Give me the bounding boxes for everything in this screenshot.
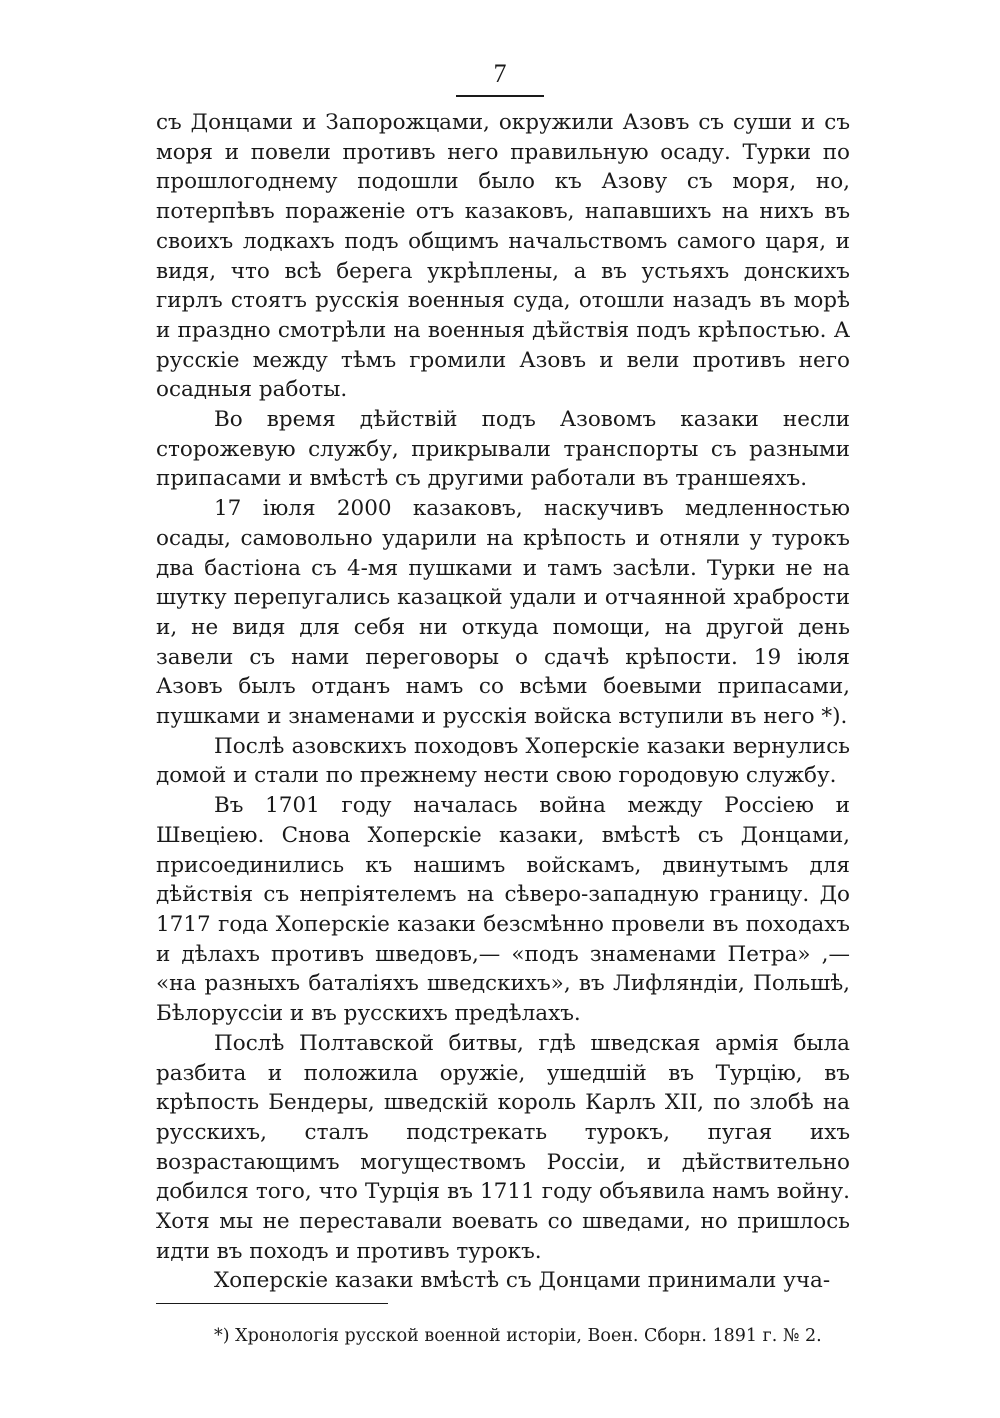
paragraph-3: 17 іюля 2000 казаковъ, наскучивъ медленностью осады, самовольно ударили на крѣпость и отняли у турокъ два бастіона съ 4-мя пушками и тамъ засѣли. Турки не на шутку перепугались казацкой удали и отчаянной храбрости и, не видя для себя ни откуда помощи, на другой день завели съ нами переговоры о сдачѣ крѣпости. 19 іюля Азовъ былъ отданъ намъ со всѣми боевыми припасами, пушками и знаменами и русскія войска вступили въ него *). <box>156 496 850 730</box>
page-number: 7 <box>493 59 507 88</box>
paragraph-4: Послѣ азовскихъ походовъ Хоперскіе казаки вернулись домой и стали по прежнему нести свою городовую службу. <box>156 733 850 789</box>
paragraph-6: Послѣ Полтавской битвы, гдѣ шведская армія была разбита и положила оружіе, ушедшій въ Турцію, въ крѣпость Бендеры, шведскій король Карлъ XII, по злобѣ на русскихъ, сталъ подстрекать турокъ, пугая ихъ возрастающимъ могуществомъ Россіи, и дѣйствительно добился того, что Турція въ 1711 году объявила намъ войну. Хотя мы не переставали воевать со шведами, но пришлось идти въ походъ и противъ турокъ. <box>156 1030 850 1264</box>
paragraph-1: съ Донцами и Запорожцами, окружили Азовъ съ суши и съ моря и повели противъ него правильную осаду. Турки по прошлогоднему подошли было къ Азову съ моря, но, потерпѣвъ пораженіе отъ казаковъ, напавшихъ на нихъ въ своихъ лодкахъ подъ общимъ начальствомъ самого царя, и видя, что всѣ берега укрѣплены, а въ устьяхъ донскихъ гирлъ стоятъ русскія военныя суда, отошли назадъ въ морѣ и праздно смотрѣли на военныя дѣйствія подъ крѣпостью. А русскіе между тѣмъ громили Азовъ и вели противъ него осадныя работы. <box>156 110 850 403</box>
body-text <box>156 108 850 1296</box>
paragraph-7: Хоперскіе казаки вмѣстѣ съ Донцами принимали уча- <box>214 1268 831 1294</box>
paragraph-2: Во время дѣйствій подъ Азовомъ казаки несли сторожевую службу, прикрывали транспорты съ разными припасами и вмѣстѣ съ другими работали въ траншеяхъ. <box>156 407 850 492</box>
header-rule <box>456 95 544 97</box>
paragraph-5: Въ 1701 году началась война между Россіею и Швеціею. Снова Хоперскіе казаки, вмѣстѣ съ Донцами, присоединились къ нашимъ войскамъ, двинутымъ для дѣйствія съ непріятелемъ на сѣверо-западную границу. До 1717 года Хоперскіе казаки безсмѣнно провели въ походахъ и дѣлахъ противъ шведовъ,— «подъ знаменами Петра» ,— «на разныхъ баталіяхъ шведскихъ», въ Лифляндіи, Польшѣ, Бѣлоруссіи и въ русскихъ предѣлахъ. <box>156 793 850 1027</box>
footnote: *) Хронологія русской военной исторіи, Воен. Сборн. 1891 г. № 2. <box>214 1326 822 1346</box>
footnote-rule <box>156 1303 388 1304</box>
